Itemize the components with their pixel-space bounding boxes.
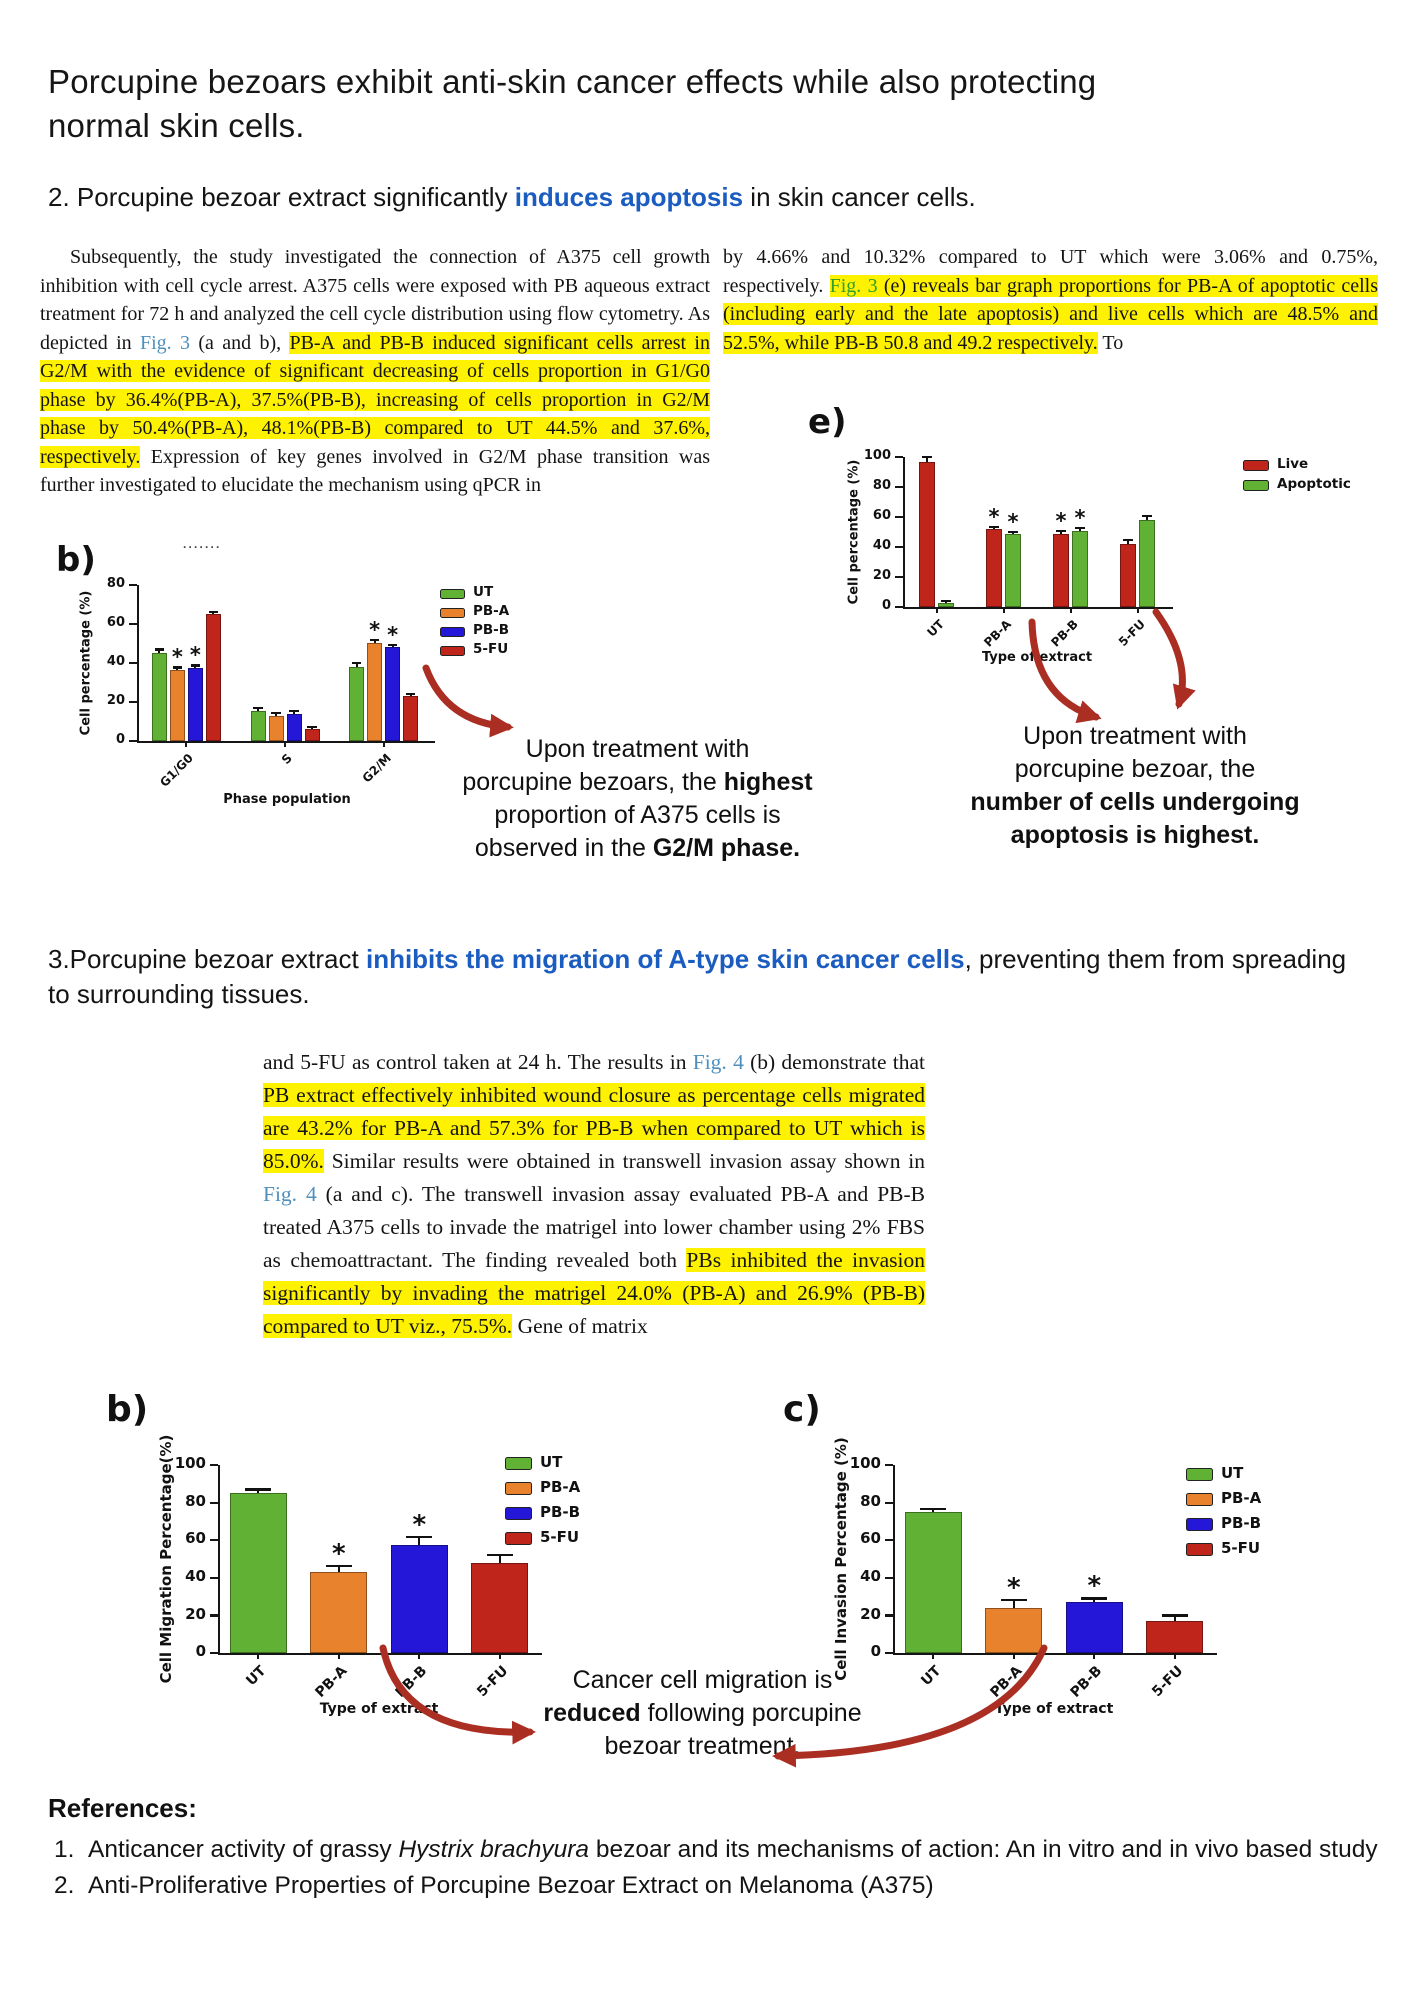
y-tick-mark [210, 1502, 218, 1504]
legend-swatch-PB-A [1186, 1493, 1213, 1506]
error-bar-cap [209, 611, 218, 613]
references-list [48, 1832, 1378, 1904]
text-segment: and 5-FU as control taken at 24 h. The results in [263, 1050, 693, 1074]
body-text-left-column [40, 243, 710, 500]
text-segment: Expression of key genes involved in G2/M phase transition was further investigated to elucidate the mechanism using qPCR in [40, 445, 710, 496]
x-tick-mark [932, 1653, 934, 1659]
legend-label-5-FU: 5-FU [473, 641, 509, 658]
error-bar-cap [1123, 539, 1133, 541]
text-line [440, 733, 835, 766]
error-bar-cap [271, 712, 280, 714]
bar-PB-B-PB-B [391, 1545, 448, 1653]
bar-Apoptotic-PB-B [1072, 531, 1088, 608]
legend-label-UT: UT [473, 584, 494, 601]
text-segment: Subsequently, the study investigated the connection of A375 cell growth inhibition with cell cycle arrest. A375 cells were exposed with PB aqueous extract treatment for 72 h and analyzed the cell cycle distribution using flow cytometry. As depicted in [40, 246, 710, 354]
text-line [955, 786, 1315, 819]
legend-swatch-PB-B [440, 627, 465, 637]
x-tick-mark [499, 1653, 501, 1659]
bar-Live-5-FU [1120, 544, 1136, 607]
text-segment: porcupine bezoar, the [1014, 755, 1256, 783]
error-bar-cap [920, 1508, 946, 1510]
error-bar-stem [356, 664, 358, 667]
error-bar-cap [487, 1554, 513, 1556]
x-tick-mark [418, 1653, 420, 1659]
x-tick-mark [284, 741, 286, 747]
legend-swatch-UT [1186, 1468, 1213, 1481]
legend-label-PB-A: PB-A [540, 1477, 581, 1496]
legend-label-PB-B: PB-B [540, 1502, 581, 1521]
y-tick-label: 80 [185, 1491, 206, 1510]
bar-5-FU-5-FU [471, 1563, 528, 1653]
significance-star: * [1074, 506, 1086, 530]
significance-star: * [387, 622, 399, 647]
error-bar-stem [293, 712, 295, 714]
y-tick-mark [210, 1539, 218, 1541]
annotation-apoptosis-highest [955, 720, 1315, 852]
error-bar-stem [257, 709, 259, 711]
error-bar-stem [257, 1490, 259, 1493]
bar-5-FU-G1/G0 [206, 614, 221, 741]
error-bar-cap [922, 456, 932, 458]
y-tick-mark [895, 516, 903, 518]
y-tick-mark [129, 662, 137, 664]
text-segment: in skin cancer cells. [743, 182, 976, 212]
error-bar-stem [499, 1556, 501, 1563]
text-line [440, 766, 835, 799]
text-segment: (b) demonstrate that [743, 1050, 926, 1074]
text-segment: by 4.66% and 10.32% compared to UT which were 3.06% and 0.75%, respectively. [723, 246, 1378, 297]
legend-swatch-PB-B [1186, 1518, 1213, 1531]
text-segment: Gene of matrix [512, 1314, 648, 1338]
text-segment: apoptosis is highest. [1010, 821, 1260, 849]
legend-swatch-UT [505, 1457, 532, 1470]
legend-label-Apoptotic: Apoptotic [1277, 475, 1351, 492]
significance-star: * [171, 645, 183, 670]
y-tick-mark [210, 1614, 218, 1616]
legend-label-Live: Live [1277, 455, 1309, 472]
error-bar-stem [158, 650, 160, 653]
legend-swatch-PB-B [505, 1507, 532, 1520]
x-tick-label: UT [918, 1663, 945, 1690]
error-bar-stem [932, 1510, 934, 1512]
y-tick-mark [129, 584, 137, 586]
text-segment: Anticancer activity of grassy [88, 1836, 399, 1863]
legend-label-5-FU: 5-FU [540, 1527, 580, 1546]
significance-star: * [988, 504, 1000, 529]
bar-PB-A-G1/G0 [170, 670, 185, 741]
reference-item [48, 1832, 1378, 1868]
y-axis-label: Cell percentage (%) [78, 590, 94, 736]
x-tick-label: PB-B [392, 1663, 431, 1701]
bar-UT-G1/G0 [152, 653, 167, 741]
text-segment: Similar results were obtained in transwell invasion assay shown in [323, 1149, 925, 1173]
x-tick-label: 5-FU [1148, 1663, 1187, 1701]
dots-artifact: ······· [183, 540, 222, 554]
x-tick-label: PB-B [1047, 617, 1081, 650]
reference-number: 1. [54, 1836, 75, 1863]
y-tick-mark [210, 1464, 218, 1466]
text-segment: (a and c). The transwell invasion assay evaluated PB-A and PB-B treated A375 cells to invade the matrigel into lower chamber using 2% FBS as chemoattractant. The finding revealed both [263, 1182, 925, 1272]
references-section [48, 1793, 1378, 1904]
y-tick-label: 20 [872, 567, 891, 583]
error-bar-stem [311, 728, 313, 730]
x-tick-mark [1093, 1653, 1095, 1659]
x-tick-label: UT [243, 1663, 270, 1690]
error-bar-cap [406, 693, 415, 695]
legend-swatch-Apoptotic [1243, 480, 1269, 491]
text-segment: (a and b), [190, 331, 290, 354]
panel-label: e) [808, 402, 847, 442]
text-segment: bezoar and its mechanisms of action: An in vitro and in vivo based study [589, 1836, 1378, 1863]
text-segment: following porcupine [640, 1699, 862, 1727]
x-tick-mark [1013, 1653, 1015, 1659]
y-tick-mark [885, 1464, 893, 1466]
error-bar-stem [275, 714, 277, 716]
text-segment: Hystrix brachyura [398, 1836, 590, 1863]
y-tick-label: 0 [195, 1642, 206, 1661]
x-tick-label: G2/M [359, 751, 394, 786]
significance-star: * [1007, 509, 1019, 534]
y-tick-label: 40 [872, 537, 891, 553]
bar-Apoptotic-PB-A [1005, 534, 1021, 607]
x-tick-label: 5-FU [1115, 617, 1148, 650]
bar-UT-G2/M [349, 667, 364, 741]
text-line [515, 1697, 890, 1730]
legend-swatch-5-FU [440, 646, 465, 656]
x-tick-label: 5-FU [473, 1663, 512, 1701]
y-tick-label: 60 [860, 1529, 881, 1548]
legend-label-PB-A: PB-A [1221, 1488, 1262, 1507]
bar-PB-A-G2/M [367, 643, 382, 741]
text-segment: , preventing them from spreading to surrounding tissues. [48, 944, 1347, 1009]
error-bar-cap [245, 1488, 271, 1490]
bar-Live-PB-A [986, 529, 1002, 607]
x-axis-label: Type of extract [994, 1701, 1114, 1717]
bar-PB-B-G1/G0 [188, 668, 203, 741]
y-tick-label: 60 [185, 1529, 206, 1548]
significance-star: * [189, 643, 201, 668]
text-segment: Porcupine bezoars exhibit anti-skin cancer effects while also protecting [48, 63, 1097, 100]
y-tick-label: 60 [106, 614, 125, 630]
text-segment: Anti-Proliferative Properties of Porcupine Bezoar Extract on Melanoma (A375) [88, 1872, 934, 1899]
x-tick-mark [383, 741, 385, 747]
y-tick-mark [895, 456, 903, 458]
y-tick-label: 20 [185, 1604, 206, 1623]
legend-swatch-5-FU [505, 1532, 532, 1545]
y-axis-label: Cell Migration Percentage(%) [157, 1434, 175, 1684]
y-tick-mark [210, 1652, 218, 1654]
x-tick-label: PB-A [312, 1663, 351, 1701]
legend-label-5-FU: 5-FU [1221, 1538, 1261, 1557]
text-segment: porcupine bezoars, the [462, 768, 724, 796]
significance-star: * [1087, 1571, 1102, 1602]
y-tick-label: 0 [870, 1642, 881, 1661]
y-axis-label: Cell percentage (%) [846, 459, 862, 605]
reference-number: 2. [54, 1872, 75, 1899]
figure-reference: Fig. 3 [829, 274, 878, 297]
annotation-g2m-phase [440, 733, 835, 865]
x-axis-label: Phase population [223, 792, 351, 807]
highlighted-text: PBs inhibited the invasion significantly by invading the matrigel 24.0% (PB-A) and 26.9% (PB-B) compared to UT viz., 75.5%. [263, 1248, 925, 1338]
y-tick-label: 80 [872, 477, 891, 493]
error-bar-cap [941, 600, 951, 602]
error-bar-cap [1162, 1614, 1188, 1616]
x-tick-mark [1070, 607, 1072, 613]
x-tick-label: PB-B [1067, 1663, 1106, 1701]
x-tick-mark [1003, 607, 1005, 613]
section-2-heading [48, 182, 1378, 213]
y-tick-label: 20 [106, 692, 125, 708]
bar-UT-UT [905, 1512, 962, 1653]
text-segment: reduced [543, 1699, 641, 1727]
error-bar-cap [155, 648, 164, 650]
text-segment: observed in the [474, 834, 653, 862]
text-segment: Upon treatment with [525, 735, 750, 763]
y-tick-label: 0 [881, 597, 891, 613]
legend-label-PB-B: PB-B [473, 622, 510, 639]
x-tick-mark [1174, 1653, 1176, 1659]
error-bar-cap [289, 710, 298, 712]
bar-PB-A-PB-A [985, 1608, 1042, 1653]
figure-reference: Fig. 3 [139, 331, 191, 354]
text-line [955, 720, 1315, 753]
bar-Apoptotic-5-FU [1139, 520, 1155, 607]
text-segment: inhibits the migration of A-type skin cancer cells [365, 944, 965, 974]
y-tick-label: 80 [106, 575, 125, 591]
text-line [440, 832, 835, 865]
annotation-migration-reduced [515, 1664, 890, 1763]
bar-PB-B-S [287, 714, 302, 741]
bar-PB-A-S [269, 716, 284, 741]
legend-swatch-UT [440, 589, 465, 599]
error-bar-stem [410, 695, 412, 697]
error-bar-stem [212, 613, 214, 615]
text-segment: number of cells undergoing [970, 788, 1300, 816]
y-tick-mark [129, 623, 137, 625]
text-segment: bezoar treatment. [604, 1732, 801, 1760]
panel-label: b) [56, 540, 96, 580]
highlighted-text: PB-A and PB-B induced significant cells arrest in G2/M with the evidence of significant decreasing of cells proportion in G1/G0 phase by 36.4%(PB-A), 37.5%(PB-B), increasing of cells proportion in G2/M phase by 50.4%(PB-A), 48.1%(PB-B) compared to UT 44.5% and 37.6%, respectively. [40, 331, 710, 468]
x-tick-mark [185, 741, 187, 747]
legend-label-UT: UT [1221, 1463, 1244, 1482]
error-bar-stem [1146, 517, 1148, 520]
body-text-middle-paragraph [263, 1046, 925, 1343]
y-tick-mark [885, 1577, 893, 1579]
x-tick-mark [338, 1653, 340, 1659]
significance-star: * [331, 1539, 346, 1570]
y-tick-label: 60 [872, 507, 891, 523]
y-tick-label: 20 [860, 1604, 881, 1623]
y-tick-mark [129, 740, 137, 742]
y-tick-label: 100 [863, 447, 891, 463]
y-tick-mark [895, 606, 903, 608]
section-3-heading [48, 942, 1373, 1012]
y-tick-label: 80 [860, 1491, 881, 1510]
y-tick-mark [885, 1614, 893, 1616]
y-tick-mark [885, 1539, 893, 1541]
y-tick-label: 100 [174, 1454, 206, 1473]
bar-UT-S [251, 711, 266, 741]
y-tick-mark [129, 701, 137, 703]
significance-star: * [369, 618, 381, 643]
text-line [515, 1730, 890, 1763]
text-segment: Upon treatment with [1023, 722, 1247, 750]
bar-5-FU-G2/M [403, 696, 418, 741]
bar-PB-B-PB-B [1066, 1602, 1123, 1653]
bar-PB-A-PB-A [310, 1572, 367, 1653]
x-tick-label: UT [923, 617, 947, 640]
figure-reference: Fig. 4 [692, 1050, 744, 1074]
text-segment: G2/M phase. [652, 834, 801, 862]
x-tick-mark [257, 1653, 259, 1659]
text-segment: 2. Porcupine bezoar extract significantly [48, 182, 515, 212]
bar-5-FU-5-FU [1146, 1621, 1203, 1653]
x-tick-mark [1137, 607, 1139, 613]
y-tick-label: 0 [115, 731, 125, 747]
text-line [515, 1664, 890, 1697]
text-line [48, 104, 1378, 148]
y-tick-label: 100 [849, 1454, 881, 1473]
text-line [955, 819, 1315, 852]
body-text-right-column [723, 243, 1378, 357]
page-title [48, 60, 1378, 148]
y-tick-label: 40 [185, 1567, 206, 1585]
error-bar-cap [253, 707, 262, 709]
text-line [955, 753, 1315, 786]
bar-UT-UT [230, 1493, 287, 1653]
legend-label-PB-B: PB-B [1221, 1513, 1262, 1532]
legend-swatch-5-FU [1186, 1543, 1213, 1556]
arrow-to-g2m-annotation [426, 668, 508, 727]
panel-label: c) [783, 1389, 821, 1430]
y-tick-mark [210, 1577, 218, 1579]
error-bar-cap [307, 726, 316, 728]
bar-Apoptotic-UT [938, 603, 954, 608]
legend-label-UT: UT [540, 1452, 563, 1471]
legend-swatch-PB-A [440, 608, 465, 618]
legend-label-PB-A: PB-A [473, 603, 510, 620]
bar-PB-B-G2/M [385, 647, 400, 741]
text-segment: To [1097, 331, 1124, 354]
figure-reference: Fig. 4 [263, 1182, 317, 1206]
text-segment: Cancer cell migration is [572, 1666, 833, 1694]
significance-star: * [1055, 509, 1067, 533]
x-tick-mark [936, 607, 938, 613]
text-segment: normal skin cells. [48, 107, 305, 144]
text-segment: induces apoptosis [514, 182, 744, 212]
bar-5-FU-S [305, 729, 320, 741]
text-line [48, 60, 1378, 104]
legend-swatch-PB-A [505, 1482, 532, 1495]
x-tick-label: PB-A [987, 1663, 1026, 1701]
y-axis-label: Cell Invasion Percentage (%) [832, 1437, 850, 1681]
y-tick-label: 40 [860, 1567, 881, 1585]
x-axis-label: Type of extract [319, 1701, 439, 1717]
x-tick-label: S [278, 751, 295, 768]
x-axis-label: Type of extract [981, 650, 1093, 665]
y-tick-mark [885, 1502, 893, 1504]
error-bar-cap [352, 662, 361, 664]
text-segment: proportion of A375 cells is [494, 801, 781, 829]
x-tick-label: PB-A [980, 617, 1014, 650]
legend-swatch-Live [1243, 460, 1269, 471]
bar-Live-UT [919, 462, 935, 608]
y-tick-mark [895, 576, 903, 578]
arrow-apoptosis-right [1156, 612, 1182, 704]
error-bar-cap [1142, 515, 1152, 517]
significance-star: * [1006, 1573, 1021, 1604]
panel-label: b) [106, 1389, 149, 1430]
highlighted-text: PB extract effectively inhibited wound closure as percentage cells migrated are 43.2% for PB-A and 57.3% for PB-B when compared to UT which is 85.0%. [263, 1083, 925, 1173]
y-tick-label: 40 [106, 653, 125, 669]
highlighted-text: (e) reveals bar graph proportions for PB-A of apoptotic cells (including early and the late apoptosis) and live cells which are 48.5% and 52.5%, while PB-B 50.8 and 49.2 respectively. [723, 274, 1379, 354]
text-segment: 3.Porcupine bezoar extract [48, 944, 366, 974]
significance-star: * [412, 1509, 427, 1540]
reference-item [48, 1868, 1378, 1904]
error-bar-stem [1127, 541, 1129, 544]
y-tick-mark [895, 486, 903, 488]
error-bar-stem [926, 458, 928, 462]
x-tick-label: G1/G0 [157, 751, 197, 790]
references-heading: References: [48, 1793, 197, 1823]
error-bar-stem [1174, 1616, 1176, 1621]
text-segment: highest [723, 768, 813, 796]
bar-Live-PB-B [1053, 534, 1069, 608]
y-tick-mark [885, 1652, 893, 1654]
y-tick-mark [895, 546, 903, 548]
text-line [440, 799, 835, 832]
